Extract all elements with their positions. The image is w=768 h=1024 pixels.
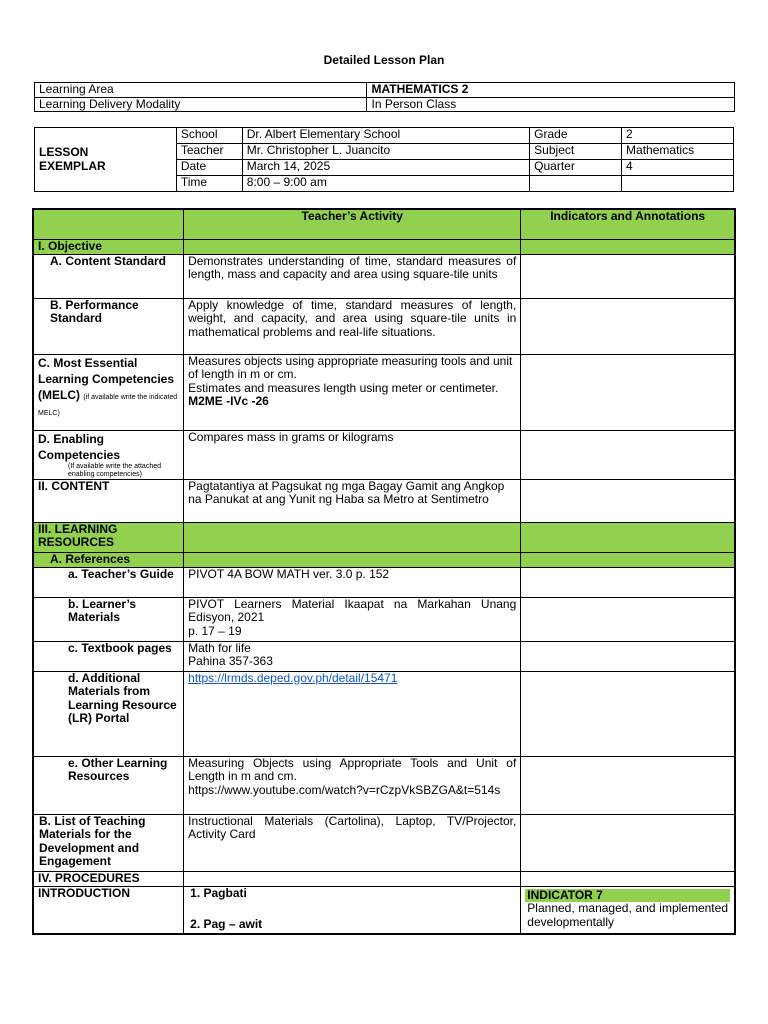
content-label: II. CONTENT: [33, 479, 184, 522]
time-label: Time: [176, 176, 242, 192]
lesson-exemplar-table: [34, 127, 734, 192]
empty-cell: [521, 641, 735, 671]
school-label: School: [176, 128, 242, 144]
indicator-title: INDICATOR 7: [525, 889, 730, 903]
info-table: [34, 82, 735, 112]
empty-cell: [622, 176, 734, 192]
learning-area-value: MATHEMATICS 2: [367, 83, 735, 98]
empty-cell: [521, 354, 735, 430]
learning-resources-section: III. LEARNING RESOURCES: [33, 522, 184, 552]
textbook-pages-value: Math for life Pahina 357-363: [184, 641, 521, 671]
school-value: Dr. Albert Elementary School: [242, 128, 529, 144]
empty-cell: [521, 756, 735, 814]
subject-value: Mathematics: [622, 144, 734, 160]
teacher-value: Mr. Christopher L. Juancito: [242, 144, 529, 160]
teachers-guide-label: a. Teacher’s Guide: [33, 567, 184, 597]
empty-cell: [521, 479, 735, 522]
empty-cell: [521, 430, 735, 479]
header-indicators: Indicators and Annotations: [521, 209, 735, 239]
enabling-value: Compares mass in grams or kilograms: [184, 430, 521, 479]
time-value: 8:00 – 9:00 am: [242, 176, 529, 192]
teaching-materials-value: Instructional Materials (Cartolina), Laptop, TV/Projector, Activity Card: [184, 814, 521, 871]
empty-cell: [521, 814, 735, 871]
teachers-guide-value: PIVOT 4A BOW MATH ver. 3.0 p. 152: [184, 567, 521, 597]
content-standard-value: Demonstrates understanding of time, standard measures of length, mass and capacity and area using square-tile units: [184, 254, 521, 298]
quarter-label: Quarter: [530, 160, 622, 176]
header-teacher-activity: Teacher’s Activity: [184, 209, 521, 239]
empty-cell: [521, 671, 735, 756]
empty-cell: [521, 239, 735, 254]
subject-label: Subject: [530, 144, 622, 160]
introduction-label: INTRODUCTION: [33, 886, 184, 934]
empty-cell: [521, 552, 735, 567]
empty-cell: [521, 254, 735, 298]
lesson-exemplar-label: LESSON EXEMPLAR: [35, 128, 177, 192]
teacher-label: Teacher: [176, 144, 242, 160]
empty-cell: [521, 522, 735, 552]
lr-portal-value: [184, 671, 521, 756]
melc-value: Measures objects using appropriate measuring tools and unit of length in m or cm. Estimates and measures length using meter or centimeter. M2ME -IVc -26: [184, 354, 521, 430]
modality-value: In Person Class: [367, 97, 735, 112]
references-section: A. References: [33, 552, 184, 567]
melc-label: C. Most Essential Learning Competencies (MELC) (if available write the indicated MELC): [33, 354, 184, 430]
modality-label: Learning Delivery Modality: [35, 97, 367, 112]
empty-cell: [521, 597, 735, 641]
empty-cell: [530, 176, 622, 192]
quarter-value: 4: [622, 160, 734, 176]
empty-cell: [184, 871, 521, 886]
performance-standard-value: Apply knowledge of time, standard measures of length, weight, and capacity, and area using square-tile units in mathematical problems and real-life situations.: [184, 298, 521, 354]
content-value: Pagtatantiya at Pagsukat ng mga Bagay Gamit ang Angkop na Panukat at ang Yunit ng Haba sa Metro at Sentimetro: [184, 479, 521, 522]
empty-cell: [184, 552, 521, 567]
empty-cell: [521, 567, 735, 597]
procedures-section: IV. PROCEDURES: [33, 871, 184, 886]
grade-value: 2: [622, 128, 734, 144]
indicator-text: Planned, managed, and implemented developmentally: [527, 901, 728, 929]
lesson-plan-table: [32, 208, 736, 935]
enabling-label: D. Enabling Competencies (If available write the attached enabling competencies): [33, 430, 184, 479]
empty-cell: [184, 239, 521, 254]
learning-area-label: Learning Area: [35, 83, 367, 98]
teaching-materials-label: B. List of Teaching Materials for the Development and Engagement: [33, 814, 184, 871]
textbook-pages-label: c. Textbook pages: [33, 641, 184, 671]
header-empty: [33, 209, 184, 239]
content-standard-label: A. Content Standard: [33, 254, 184, 298]
date-value: March 14, 2025: [242, 160, 529, 176]
date-label: Date: [176, 160, 242, 176]
other-resources-label: e. Other Learning Resources: [33, 756, 184, 814]
grade-label: Grade: [530, 128, 622, 144]
page-title: Detailed Lesson Plan: [323, 53, 445, 67]
performance-standard-label: B. Performance Standard: [33, 298, 184, 354]
empty-cell: [521, 298, 735, 354]
indicator-cell: [521, 886, 735, 934]
other-resources-value: Measuring Objects using Appropriate Tools and Unit of Length in m and cm. https://www.youtube.com/watch?v=rCzpVkSBZGA&t=514s: [184, 756, 521, 814]
learners-materials-label: b. Learner’s Materials: [33, 597, 184, 641]
lr-portal-link[interactable]: https://lrmds.deped.gov.ph/detail/15471: [188, 670, 398, 685]
introduction-steps: 1. Pagbati 2. Pag – awit: [184, 886, 521, 934]
objective-section: I. Objective: [33, 239, 184, 254]
empty-cell: [184, 522, 521, 552]
learners-materials-value: PIVOT Learners Material Ikaapat na Markahan Unang Edisyon, 2021 p. 17 – 19: [184, 597, 521, 641]
empty-cell: [521, 871, 735, 886]
lr-portal-label: d. Additional Materials from Learning Resource (LR) Portal: [33, 671, 184, 756]
